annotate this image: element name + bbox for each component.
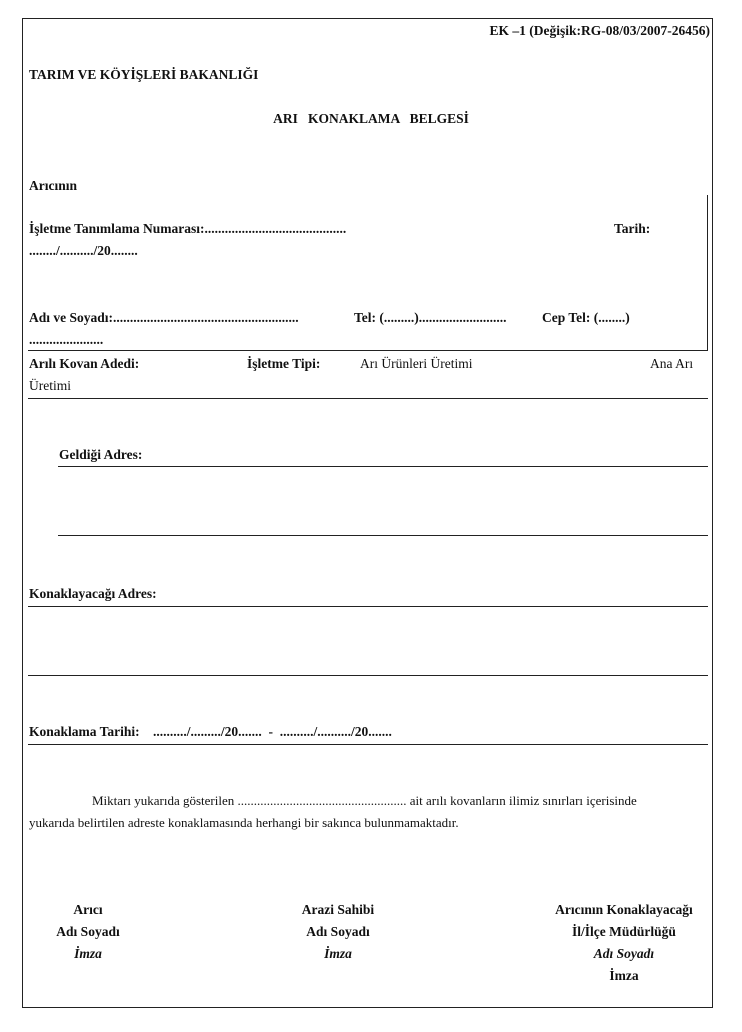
- enterprise-type-label: İşletme Tipi:: [247, 356, 321, 371]
- mobile-dots: ......................: [29, 332, 104, 347]
- destination-address-line: [28, 606, 708, 607]
- directorate-signature-title: Arıcının Konaklayacağı: [555, 902, 693, 917]
- landowner-signature-sign: İmza: [324, 946, 352, 961]
- divider-line: [28, 350, 708, 351]
- origin-address-line: [58, 466, 708, 467]
- enterprise-id-field: İşletme Tanımlama Numarası:..........................................: [29, 221, 347, 236]
- stay-dates-range: ........../........./20....... - ........../........../20.......: [153, 724, 392, 739]
- section-right-border: [707, 195, 708, 350]
- document-title: ARI KONAKLAMA BELGESİ: [273, 111, 469, 126]
- divider-line: [28, 398, 708, 399]
- origin-address-line: [58, 535, 708, 536]
- directorate-signature-sub: Adı Soyadı: [593, 946, 655, 961]
- divider-line: [28, 744, 708, 745]
- date-field: ......../........../20........: [29, 243, 138, 258]
- beekeeper-signature-title: Arıcı: [73, 902, 103, 917]
- origin-address-label: Geldiği Adres:: [59, 447, 143, 462]
- beekeeper-signature-sign: İmza: [74, 946, 102, 961]
- stay-dates-label: Konaklama Tarihi:: [29, 724, 140, 739]
- beekeeper-section-label: Arıcının: [29, 178, 78, 193]
- date-label: Tarih:: [614, 221, 651, 236]
- statement-line-1: Miktarı yukarıda gösterilen .................................................... ait arılı kovanların ilimiz sınırları içerisinde: [92, 793, 637, 808]
- beekeeper-signature-name: Adı Soyadı: [56, 924, 120, 939]
- document-frame: [22, 18, 713, 1008]
- phone-field: Tel: (.........)..........................: [354, 310, 507, 325]
- annex-reference: EK –1 (Değişik:RG-08/03/2007-26456): [489, 23, 710, 38]
- hive-count-label: Arılı Kovan Adedi:: [29, 356, 140, 371]
- type-option-queen-cont: Üretimi: [29, 378, 71, 393]
- directorate-signature-name: İl/İlçe Müdürlüğü: [572, 924, 676, 939]
- mobile-field: Cep Tel: (........): [542, 310, 630, 325]
- ministry-name: TARIM VE KÖYİŞLERİ BAKANLIĞI: [29, 67, 259, 82]
- type-option-products: Arı Ürünleri Üretimi: [360, 356, 473, 371]
- landowner-signature-name: Adı Soyadı: [306, 924, 370, 939]
- destination-address-line: [28, 675, 708, 676]
- landowner-signature-title: Arazi Sahibi: [301, 902, 375, 917]
- destination-address-label: Konaklayacağı Adres:: [29, 586, 157, 601]
- type-option-queen: Ana Arı: [650, 356, 694, 371]
- statement-line-2: yukarıda belirtilen adreste konaklamasında herhangi bir sakınca bulunmamaktadır.: [29, 815, 459, 830]
- directorate-signature-sign: İmza: [609, 968, 639, 983]
- name-field: Adı ve Soyadı:.......................................................: [29, 310, 299, 325]
